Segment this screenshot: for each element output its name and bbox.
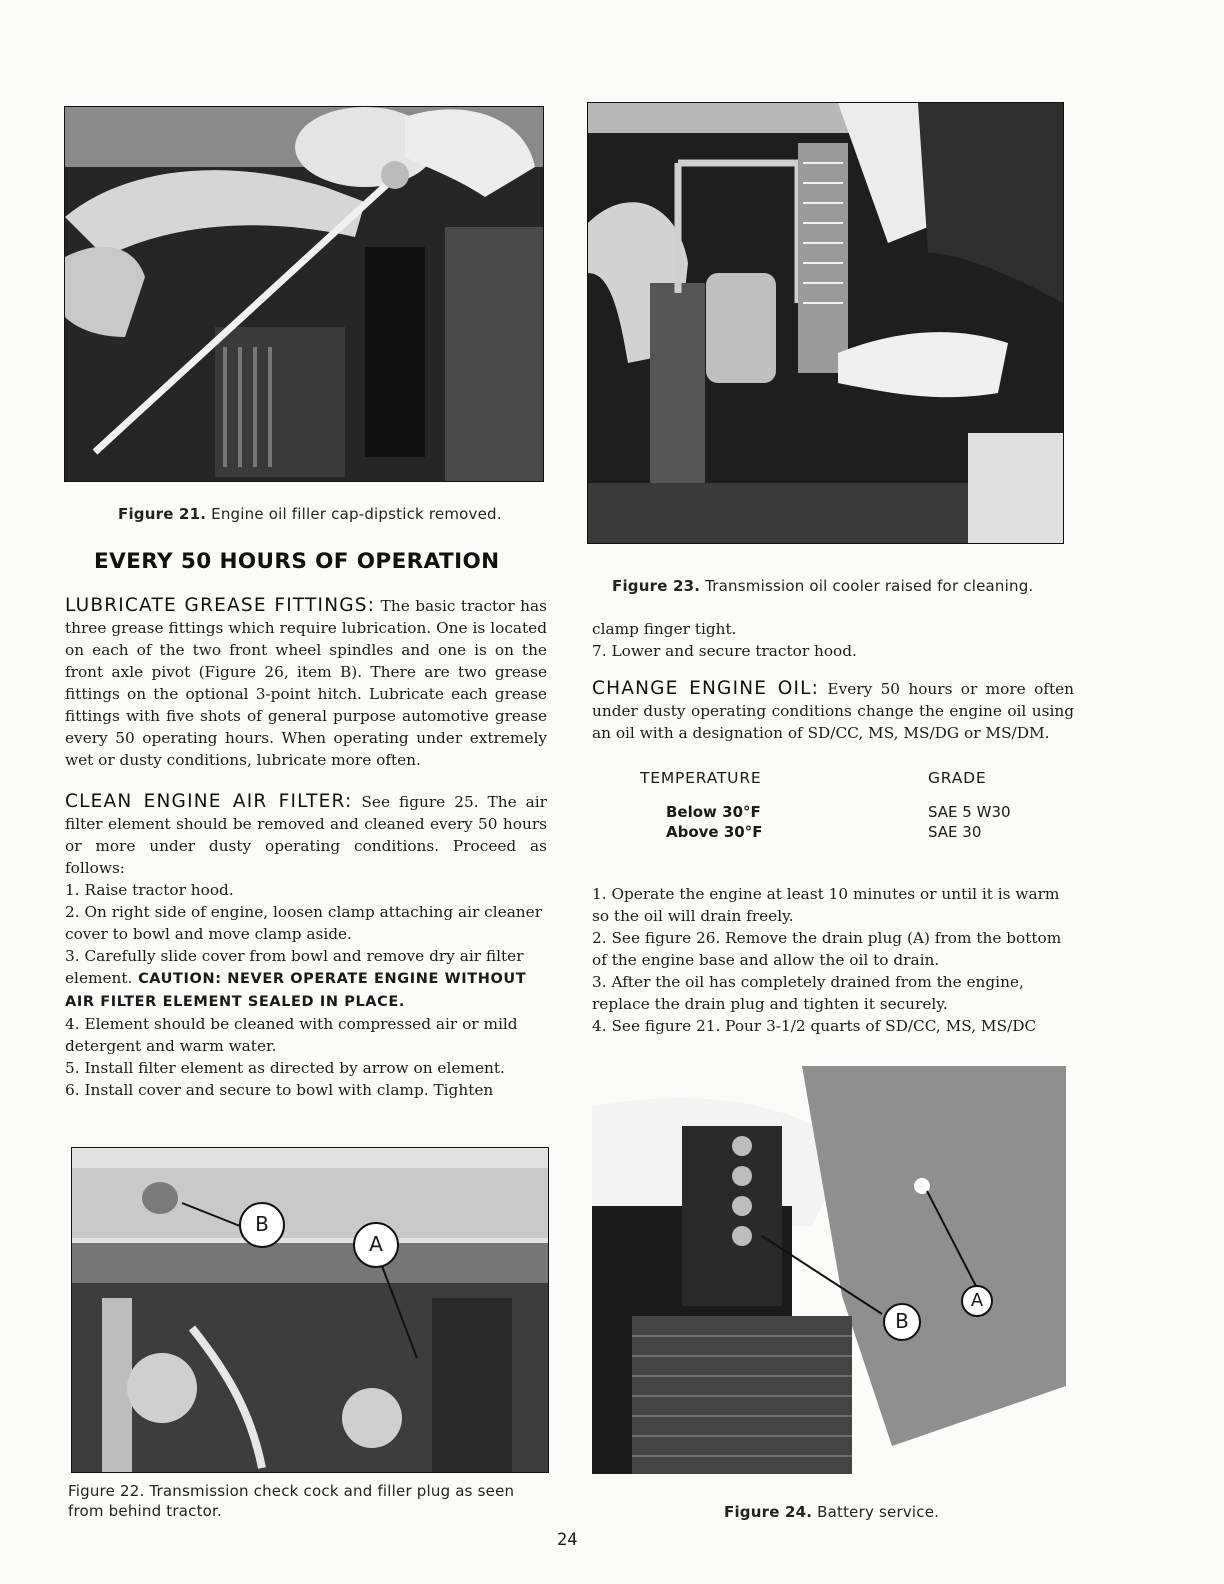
change-oil-paragraph bbox=[592, 678, 1074, 744]
air-filter-step-3: 3. Carefully slide cover from bowl and remove dry air filter element. CAUTION: NEVER OPERATE ENGINE WITHOUT AIR FILTER ELEMENT SEALED IN PLACE. bbox=[65, 947, 527, 1010]
figure-22-photo bbox=[71, 1147, 549, 1473]
lubricate-title: LUBRICATE GREASE FITTINGS: bbox=[65, 595, 376, 616]
oil-step-1: 1. Operate the engine at least 10 minutes or until it is warm so the oil will drain freely. bbox=[592, 885, 1060, 925]
continuation-line-1: clamp finger tight. bbox=[592, 620, 737, 638]
table-row bbox=[640, 823, 1011, 843]
figure-22-callout-a: A bbox=[369, 1232, 383, 1256]
air-filter-step-4: 4. Element should be cleaned with compressed air or mild detergent and warm water. bbox=[65, 1015, 518, 1055]
air-filter-paragraph bbox=[65, 791, 547, 879]
figure-24-callout-a: A bbox=[970, 1290, 984, 1311]
oil-table-grade: SAE 30 bbox=[928, 823, 982, 841]
oil-table-temp: Above 30°F bbox=[666, 823, 763, 841]
continuation-line-2: 7. Lower and secure tractor hood. bbox=[592, 642, 857, 660]
oil-step-4: 4. See figure 21. Pour 3-1/2 quarts of SD/CC, MS, MS/DC bbox=[592, 1017, 1037, 1035]
oil-step-2: 2. See figure 26. Remove the drain plug (A) from the bottom of the engine base and allow the oil to drain. bbox=[592, 929, 1062, 969]
air-filter-step-1: 1. Raise tractor hood. bbox=[65, 881, 234, 899]
figure-23-caption: Figure 23. Transmission oil cooler raised for cleaning. bbox=[612, 577, 1034, 595]
figure-23-photo bbox=[587, 102, 1064, 544]
air-filter-step-5: 5. Install filter element as directed by arrow on element. bbox=[65, 1059, 505, 1077]
figure-24-caption: Figure 24. Battery service. bbox=[724, 1503, 940, 1521]
oil-grade-table-wrap bbox=[640, 769, 1020, 843]
figure-24-photo bbox=[592, 1066, 1066, 1474]
section-heading: EVERY 50 HOURS OF OPERATION bbox=[94, 549, 500, 574]
caution-note: CAUTION: NEVER OPERATE ENGINE WITHOUT AIR FILTER ELEMENT SEALED IN PLACE. bbox=[65, 971, 527, 1010]
lubricate-text: The basic tractor has three grease fittings which require lubrication. One is located on each of the two front wheel spindles and one is on the front axle pivot (Figure 26, item B). There are two grease fittings on the optional 3-point hitch. Lubricate each grease fittings with five shots of general purpose automotive grease every 50 operating hours. When operating under extremely wet or dusty conditions, lubricate more often. bbox=[65, 597, 547, 769]
right-column-text bbox=[592, 618, 1074, 744]
oil-table-header-grade: GRADE bbox=[928, 769, 987, 787]
oil-table-header-temperature: TEMPERATURE bbox=[640, 769, 762, 787]
figure-24-callout-b: B bbox=[895, 1309, 909, 1333]
figure-21-photo bbox=[64, 106, 544, 482]
figure-22-callout-b: B bbox=[255, 1212, 269, 1236]
change-oil-title: CHANGE ENGINE OIL: bbox=[592, 678, 820, 699]
oil-grade-table bbox=[640, 769, 1011, 843]
oil-step-3: 3. After the oil has completely drained from the engine, replace the drain plug and tighten it securely. bbox=[592, 973, 1024, 1013]
lubricate-paragraph bbox=[65, 595, 547, 771]
air-filter-title: CLEAN ENGINE AIR FILTER: bbox=[65, 791, 353, 812]
page-number: 24 bbox=[557, 1530, 578, 1550]
oil-table-temp: Below 30°F bbox=[666, 803, 761, 821]
air-filter-step-2: 2. On right side of engine, loosen clamp attaching air cleaner cover to bowl and move clamp aside. bbox=[65, 903, 543, 943]
figure-22-caption: Figure 22. Transmission check cock and filler plug as seen from behind tractor. bbox=[68, 1482, 515, 1520]
figure-21-caption: Figure 21. Engine oil filler cap-dipstick removed. bbox=[118, 505, 502, 523]
air-filter-intro: See figure 25. The air filter element should be removed and cleaned every 50 hours or more under dusty operating conditions. Proceed as follows: bbox=[65, 793, 547, 877]
oil-table-grade: SAE 5 W30 bbox=[928, 803, 1011, 821]
table-row bbox=[640, 803, 1011, 823]
air-filter-step-6: 6. Install cover and secure to bowl with clamp. Tighten bbox=[65, 1081, 494, 1099]
left-column-text bbox=[65, 595, 547, 1101]
change-oil-intro: Every 50 hours or more often under dusty operating conditions change the engine oil using an oil with a designation of SD/CC, MS, MS/DG or MS/DM. bbox=[592, 680, 1074, 742]
oil-change-steps bbox=[592, 883, 1074, 1037]
